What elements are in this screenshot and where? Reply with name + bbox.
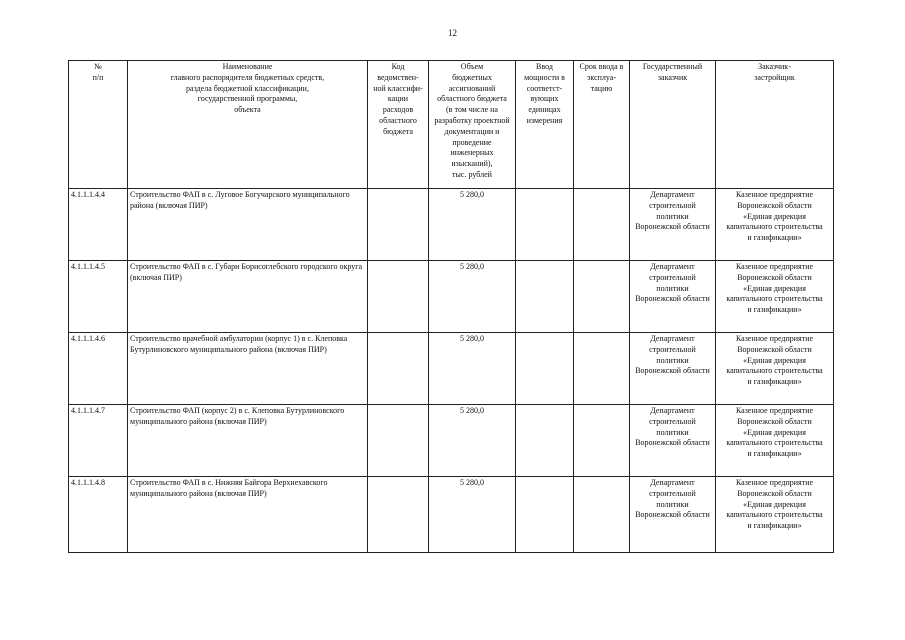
table-row bbox=[69, 333, 834, 405]
table-row bbox=[69, 477, 834, 553]
row-number: 4.1.1.1.4.7 bbox=[69, 405, 128, 477]
commissioning-term bbox=[574, 189, 630, 261]
row-number: 4.1.1.1.4.5 bbox=[69, 261, 128, 333]
capacity bbox=[516, 261, 574, 333]
object-name: Строительство ФАП в с. Луговое Богучарского муниципального района (включая ПИР) bbox=[128, 189, 368, 261]
commissioning-term bbox=[574, 333, 630, 405]
budget-table bbox=[68, 60, 834, 553]
header-term: Срок ввода в эксплуа- тацию bbox=[574, 61, 630, 189]
object-name: Строительство ФАП в с. Нижняя Байгора Верхнехавского муниципального района (включая ПИР) bbox=[128, 477, 368, 553]
row-number: 4.1.1.1.4.6 bbox=[69, 333, 128, 405]
capacity bbox=[516, 189, 574, 261]
capacity bbox=[516, 405, 574, 477]
state-customer: Департамент строительной политики Воронежской области bbox=[630, 189, 716, 261]
state-customer: Департамент строительной политики Воронежской области bbox=[630, 477, 716, 553]
customer-developer: Казенное предприятие Воронежской области «Единая дирекция капитального строительства и газификации» bbox=[716, 189, 834, 261]
budget-volume: 5 280,0 bbox=[429, 333, 516, 405]
budget-code bbox=[368, 477, 429, 553]
state-customer: Департамент строительной политики Воронежской области bbox=[630, 405, 716, 477]
customer-developer: Казенное предприятие Воронежской области «Единая дирекция капитального строительства и газификации» bbox=[716, 333, 834, 405]
row-number: 4.1.1.1.4.4 bbox=[69, 189, 128, 261]
object-name: Строительство врачебной амбулатории (корпус 1) в с. Клеповка Бутурлиновского муниципального района (включая ПИР) bbox=[128, 333, 368, 405]
row-number: 4.1.1.1.4.8 bbox=[69, 477, 128, 553]
header-capacity: Ввод мощности в соответст- вующих единицах измерения bbox=[516, 61, 574, 189]
header-volume: Объем бюджетных ассигнований областного бюджета (в том числе на разработку проектной документации и проведение инженерных изысканий), тыс. рублей bbox=[429, 61, 516, 189]
table-row bbox=[69, 189, 834, 261]
commissioning-term bbox=[574, 261, 630, 333]
budget-code bbox=[368, 189, 429, 261]
header-num: № п/п bbox=[69, 61, 128, 189]
customer-developer: Казенное предприятие Воронежской области «Единая дирекция капитального строительства и газификации» bbox=[716, 477, 834, 553]
budget-code bbox=[368, 261, 429, 333]
object-name: Строительство ФАП (корпус 2) в с. Клеповка Бутурлиновского муниципального района (включая ПИР) bbox=[128, 405, 368, 477]
customer-developer: Казенное предприятие Воронежской области «Единая дирекция капитального строительства и газификации» bbox=[716, 405, 834, 477]
header-developer: Заказчик- застройщик bbox=[716, 61, 834, 189]
capacity bbox=[516, 477, 574, 553]
budget-volume: 5 280,0 bbox=[429, 189, 516, 261]
header-row bbox=[69, 61, 834, 189]
header-code: Код ведомствен- ной классифи- кации расходов областного бюджета bbox=[368, 61, 429, 189]
header-name: Наименование главного распорядителя бюджетных средств, раздела бюджетной классификации, государственной программы, объекта bbox=[128, 61, 368, 189]
page-number: 12 bbox=[448, 28, 457, 38]
budget-volume: 5 280,0 bbox=[429, 405, 516, 477]
state-customer: Департамент строительной политики Воронежской области bbox=[630, 333, 716, 405]
header-customer: Государственный заказчик bbox=[630, 61, 716, 189]
budget-code bbox=[368, 333, 429, 405]
commissioning-term bbox=[574, 405, 630, 477]
table-row bbox=[69, 405, 834, 477]
capacity bbox=[516, 333, 574, 405]
customer-developer: Казенное предприятие Воронежской области «Единая дирекция капитального строительства и газификации» bbox=[716, 261, 834, 333]
budget-code bbox=[368, 405, 429, 477]
table-row bbox=[69, 261, 834, 333]
state-customer: Департамент строительной политики Воронежской области bbox=[630, 261, 716, 333]
budget-volume: 5 280,0 bbox=[429, 261, 516, 333]
commissioning-term bbox=[574, 477, 630, 553]
object-name: Строительство ФАП в с. Губари Борисоглебского городского округа (включая ПИР) bbox=[128, 261, 368, 333]
budget-volume: 5 280,0 bbox=[429, 477, 516, 553]
